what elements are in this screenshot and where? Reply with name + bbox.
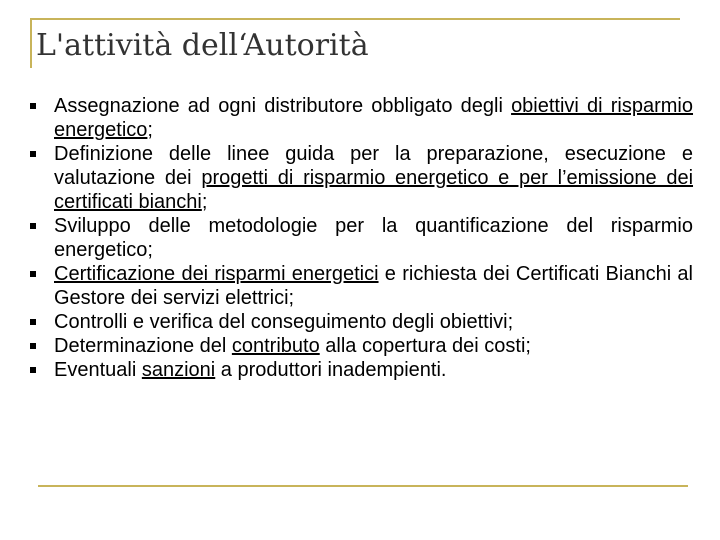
square-bullet-icon [30,367,36,373]
bullet-text: ; [201,191,208,213]
bullet-text: Determinazione del [54,335,232,357]
bullet-text: a produttori inadempienti. [215,359,447,381]
bullet-item [30,310,693,334]
square-bullet-icon [30,103,36,109]
bullet-text: ; [147,119,153,141]
bullet-text: alla copertura dei costi; [319,335,531,357]
bullet-text: Definizione delle linee guida per la preparazione, esecuzione e valutazione dei [54,143,693,189]
bottom-rule [38,485,688,487]
bullet-item [30,94,693,142]
title-frame-top-rule [30,18,680,20]
bullet-text-underlined: obiettivi di risparmio energetico [54,95,694,141]
bullet-text-underlined: sanzioni [141,359,216,381]
square-bullet-icon [30,319,36,325]
title-frame-left-rule [30,18,32,68]
bullet-list [30,94,693,382]
bullet-text: Sviluppo delle metodologie per la quantificazione del risparmio energetico; [54,215,693,261]
bullet-text: Assegnazione ad ogni distributore obbligato degli [54,95,512,117]
square-bullet-icon [30,151,36,157]
bullet-text-underlined: progetti di risparmio energetico e per l’emissione dei certificati bianchi [54,167,694,213]
bullet-item [30,334,693,358]
bullet-item [30,214,693,262]
bullet-item [30,142,693,214]
bullet-text: Controlli e verifica del conseguimento degli obiettivi; [54,311,514,333]
bullet-text-underlined: contributo [231,335,320,357]
bullet-text: Eventuali [54,359,142,381]
square-bullet-icon [30,343,36,349]
bullet-text-underlined: Certificazione dei risparmi energetici [54,263,379,285]
bullet-item [30,358,693,382]
square-bullet-icon [30,223,36,229]
bullet-item [30,262,693,310]
square-bullet-icon [30,271,36,277]
bullet-text: e richiesta dei Certificati Bianchi al Gestore dei servizi elettrici; [54,263,694,309]
slide-title: L'attività dell‘Autorità [36,28,369,63]
